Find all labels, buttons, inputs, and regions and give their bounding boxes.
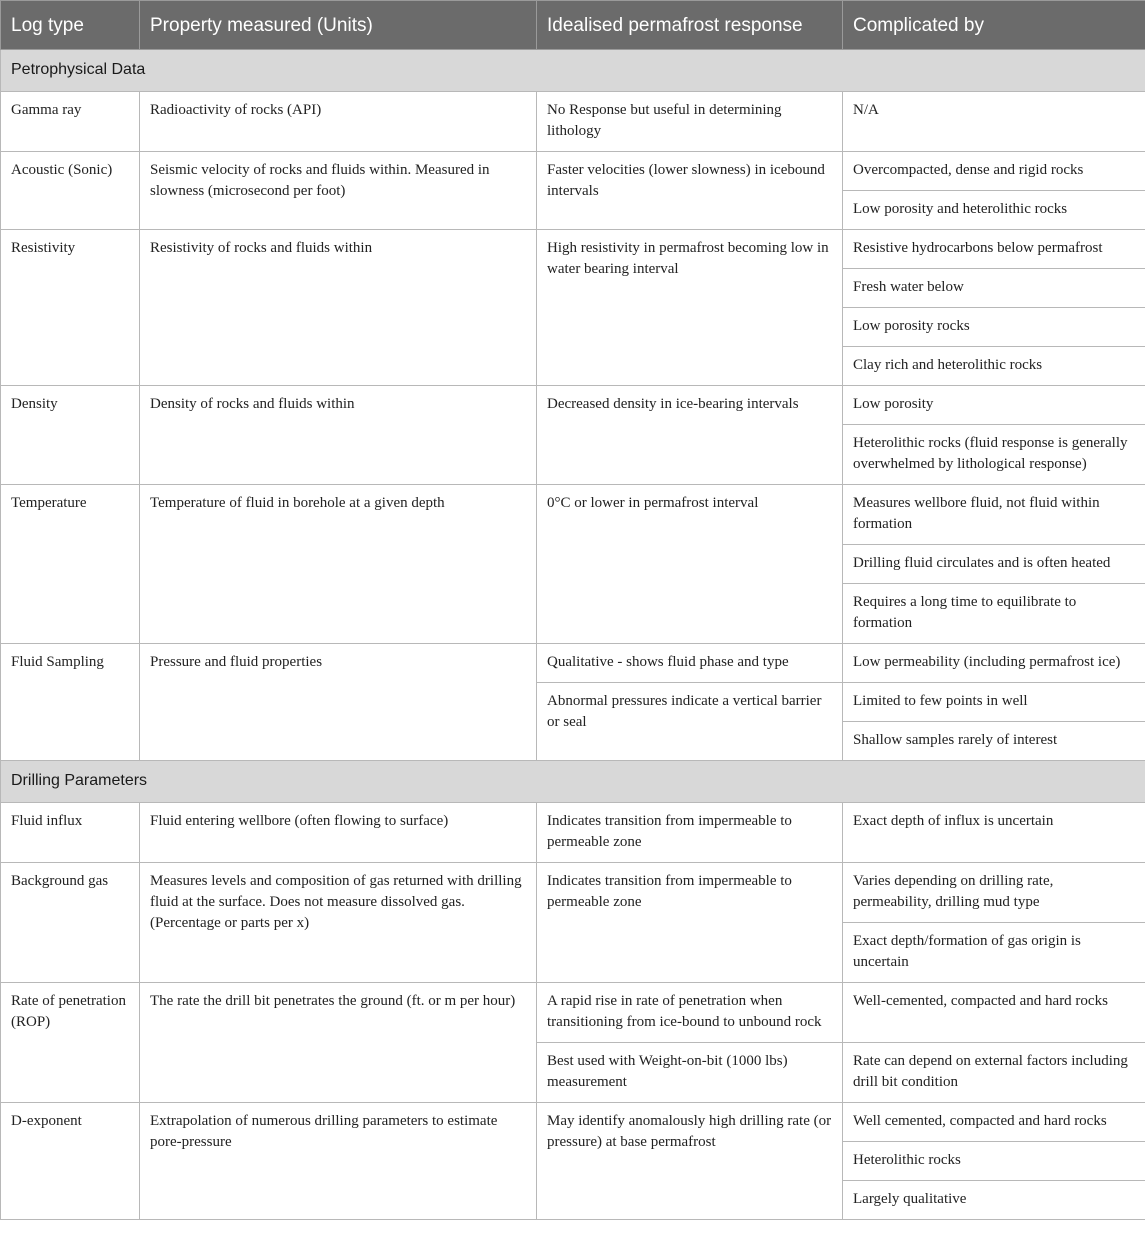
- complication-cell: Requires a long time to equilibrate to formation: [843, 584, 1145, 644]
- section-title: Drilling Parameters: [1, 761, 1145, 803]
- property-cell: Seismic velocity of rocks and fluids within. Measured in slowness (microsecond per foot): [140, 152, 537, 230]
- complication-cell: Well cemented, compacted and hard rocks: [843, 1103, 1145, 1142]
- table-row: [1, 386, 1145, 425]
- header-row: [1, 1, 1145, 50]
- section-row: [1, 50, 1145, 92]
- complication-cell: Well-cemented, compacted and hard rocks: [843, 983, 1145, 1043]
- complication-cell: N/A: [843, 92, 1145, 152]
- section-title: Petrophysical Data: [1, 50, 1145, 92]
- complication-cell: Exact depth/formation of gas origin is uncertain: [843, 923, 1145, 983]
- property-cell: Radioactivity of rocks (API): [140, 92, 537, 152]
- response-cell: A rapid rise in rate of penetration when transitioning from ice-bound to unbound rock: [537, 983, 843, 1043]
- table-row: [1, 152, 1145, 191]
- header-response: Idealised permafrost response: [537, 1, 843, 50]
- header-property: Property measured (Units): [140, 1, 537, 50]
- table-row: [1, 803, 1145, 863]
- log-type-cell: Background gas: [1, 863, 140, 983]
- property-cell: Pressure and fluid properties: [140, 644, 537, 761]
- complication-cell: Varies depending on drilling rate, permeability, drilling mud type: [843, 863, 1145, 923]
- property-cell: The rate the drill bit penetrates the ground (ft. or m per hour): [140, 983, 537, 1103]
- table-row: [1, 863, 1145, 923]
- table-row: [1, 644, 1145, 683]
- header-log-type: Log type: [1, 1, 140, 50]
- table-row: [1, 983, 1145, 1043]
- property-cell: Fluid entering wellbore (often flowing to surface): [140, 803, 537, 863]
- table-row: [1, 1103, 1145, 1142]
- complication-cell: Shallow samples rarely of interest: [843, 722, 1145, 761]
- section-row: [1, 761, 1145, 803]
- complication-cell: Drilling fluid circulates and is often heated: [843, 545, 1145, 584]
- complication-cell: Overcompacted, dense and rigid rocks: [843, 152, 1145, 191]
- complication-cell: Limited to few points in well: [843, 683, 1145, 722]
- table-row: [1, 230, 1145, 269]
- response-cell: Faster velocities (lower slowness) in icebound intervals: [537, 152, 843, 230]
- complication-cell: Clay rich and heterolithic rocks: [843, 347, 1145, 386]
- header-complicated-by: Complicated by: [843, 1, 1145, 50]
- complication-cell: Low porosity rocks: [843, 308, 1145, 347]
- table-row: [1, 485, 1145, 545]
- log-type-cell: Resistivity: [1, 230, 140, 386]
- complication-cell: Low permeability (including permafrost ice): [843, 644, 1145, 683]
- response-cell: No Response but useful in determining lithology: [537, 92, 843, 152]
- response-cell: 0°C or lower in permafrost interval: [537, 485, 843, 644]
- log-type-cell: Temperature: [1, 485, 140, 644]
- complication-cell: Low porosity: [843, 386, 1145, 425]
- log-type-cell: Acoustic (Sonic): [1, 152, 140, 230]
- property-cell: Resistivity of rocks and fluids within: [140, 230, 537, 386]
- response-cell: High resistivity in permafrost becoming low in water bearing interval: [537, 230, 843, 386]
- complication-cell: Largely qualitative: [843, 1181, 1145, 1220]
- response-cell: Qualitative - shows fluid phase and type: [537, 644, 843, 683]
- complication-cell: Heterolithic rocks: [843, 1142, 1145, 1181]
- response-cell: Best used with Weight-on-bit (1000 lbs) measurement: [537, 1043, 843, 1103]
- complication-cell: Measures wellbore fluid, not fluid within formation: [843, 485, 1145, 545]
- property-cell: Measures levels and composition of gas returned with drilling fluid at the surface. Does not measure dissolved gas. (Percentage or parts per x): [140, 863, 537, 983]
- response-cell: Indicates transition from impermeable to permeable zone: [537, 803, 843, 863]
- log-type-cell: Fluid influx: [1, 803, 140, 863]
- log-type-cell: Gamma ray: [1, 92, 140, 152]
- log-type-cell: Density: [1, 386, 140, 485]
- response-cell: Decreased density in ice-bearing intervals: [537, 386, 843, 485]
- property-cell: Extrapolation of numerous drilling parameters to estimate pore-pressure: [140, 1103, 537, 1220]
- complication-cell: Resistive hydrocarbons below permafrost: [843, 230, 1145, 269]
- complication-cell: Low porosity and heterolithic rocks: [843, 191, 1145, 230]
- response-cell: Indicates transition from impermeable to permeable zone: [537, 863, 843, 983]
- table-body: [1, 50, 1145, 1220]
- property-cell: Temperature of fluid in borehole at a given depth: [140, 485, 537, 644]
- log-type-cell: Fluid Sampling: [1, 644, 140, 761]
- log-type-cell: D-exponent: [1, 1103, 140, 1220]
- complication-cell: Rate can depend on external factors including drill bit condition: [843, 1043, 1145, 1103]
- table-row: [1, 92, 1145, 152]
- complication-cell: Fresh water below: [843, 269, 1145, 308]
- response-cell: May identify anomalously high drilling rate (or pressure) at base permafrost: [537, 1103, 843, 1220]
- complication-cell: Exact depth of influx is uncertain: [843, 803, 1145, 863]
- complication-cell: Heterolithic rocks (fluid response is generally overwhelmed by lithological response): [843, 425, 1145, 485]
- response-cell: Abnormal pressures indicate a vertical barrier or seal: [537, 683, 843, 761]
- property-cell: Density of rocks and fluids within: [140, 386, 537, 485]
- log-type-cell: Rate of penetration (ROP): [1, 983, 140, 1103]
